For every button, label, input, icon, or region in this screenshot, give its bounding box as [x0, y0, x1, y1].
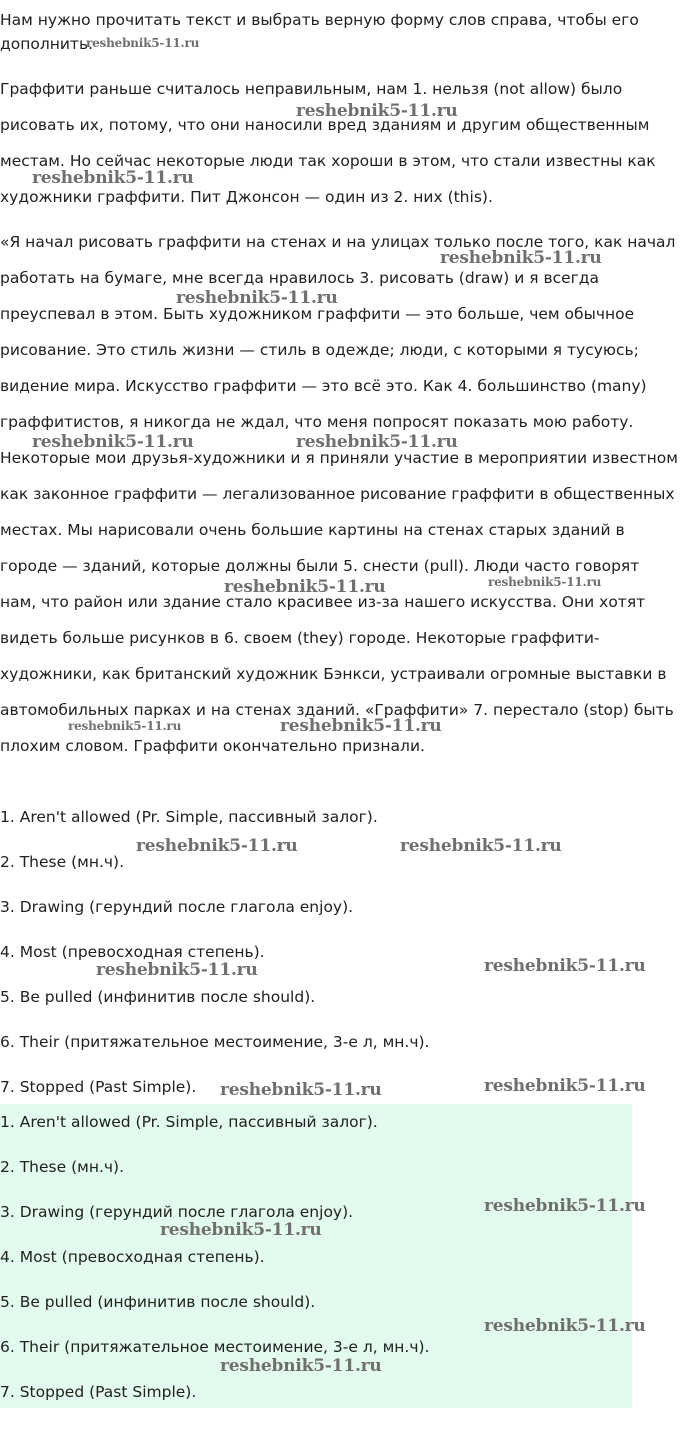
watermark: reshebnik5-11.ru [484, 1196, 646, 1216]
watermark: reshebnik5-11.ru [484, 1076, 646, 1096]
watermark: reshebnik5-11.ru [86, 36, 200, 50]
watermark: reshebnik5-11.ru [32, 432, 194, 452]
task-intro: Нам нужно прочитать текст и выбрать верную форму слов справа, чтобы его дополнить. [0, 11, 639, 53]
answer-item: 1. Aren't allowed (Pr. Simple, пассивный залог). [0, 808, 378, 826]
answer-item: 3. Drawing (герундий после глагола enjoy). [0, 898, 354, 916]
watermark: reshebnik5-11.ru [220, 1356, 382, 1376]
answer-item: 7. Stopped (Past Simple). [0, 1383, 197, 1401]
watermark: reshebnik5-11.ru [32, 168, 194, 188]
watermark: reshebnik5-11.ru [484, 1316, 646, 1336]
answer-item: 5. Be pulled (инфинитив после should). [0, 988, 316, 1006]
watermark: reshebnik5-11.ru [136, 836, 298, 856]
watermark: reshebnik5-11.ru [96, 960, 258, 980]
answer-item: 2. These (мн.ч). [0, 1158, 125, 1176]
paragraph-2: «Я начал рисовать граффити на стенах и на улицах только после того, как начал работать на бумаге, мне всегда нравилось 3. рисовать (draw) и я всегда преуспевал в этом. Быть художником граффити — это больше, чем обычное рисование. Это стиль жизни — стиль в одежде; люди, с которыми я тусуюсь; видение мира. Искусство граффити — это всё это. Как 4. большинство (many) граффитистов, я никогда не ждал, что меня попросят показать мою работу. Некоторые мои друзья-художники и я приняли участие в мероприятии известном как законное граффити — легализованное рисование граффити в общественных местах. Мы нарисовали очень большие картины на стенах старых зданий в городе — зданий, которые должны были 5. снести (pull). Люди часто говорят нам, что район или здание стало красивее из-за нашего искусства. Они хотят видеть больше рисунков в 6. своем (they) городе. Некоторые граффити-художники, как британский художник Бэнкси, устраивали огромные выставки в автомобильных парках и на стенах зданий. «Граффити» 7. перестало (stop) быть плохим словом. Граффити окончательно признали. [0, 233, 678, 755]
watermark: reshebnik5-11.ru [296, 101, 458, 121]
watermark: reshebnik5-11.ru [176, 288, 338, 308]
watermark: reshebnik5-11.ru [440, 248, 602, 268]
watermark: reshebnik5-11.ru [484, 956, 646, 976]
watermark: reshebnik5-11.ru [296, 432, 458, 452]
answer-item: 5. Be pulled (инфинитив после should). [0, 1293, 316, 1311]
answer-item: 6. Their (притяжательное местоимение, 3-е л, мн.ч). [0, 1338, 430, 1356]
answer-item: 7. Stopped (Past Simple). [0, 1078, 197, 1096]
watermark: reshebnik5-11.ru [224, 577, 386, 597]
watermark: reshebnik5-11.ru [220, 1080, 382, 1100]
answer-item: 1. Aren't allowed (Pr. Simple, пассивный залог). [0, 1113, 378, 1131]
answer-item: 3. Drawing (герундий после глагола enjoy). [0, 1203, 354, 1221]
watermark: reshebnik5-11.ru [280, 716, 442, 736]
answer-item: 6. Their (притяжательное местоимение, 3-е л, мн.ч). [0, 1033, 430, 1051]
answer-item: 2. These (мн.ч). [0, 853, 125, 871]
paragraph-1: Граффити раньше считалось неправильным, нам 1. нельзя (not allow) было рисовать их, потому, что они наносили вред зданиям и другим общественным местам. Но сейчас некоторые люди так хороши в этом, что стали известны как художники граффити. Пит Джонсон — один из 2. них (this). [0, 80, 656, 206]
answer-item: 4. Most (превосходная степень). [0, 943, 265, 961]
watermark: reshebnik5-11.ru [160, 1220, 322, 1240]
watermark: reshebnik5-11.ru [400, 836, 562, 856]
answer-item: 4. Most (превосходная степень). [0, 1248, 265, 1266]
watermark: reshebnik5-11.ru [488, 575, 602, 589]
watermark: reshebnik5-11.ru [68, 719, 182, 733]
